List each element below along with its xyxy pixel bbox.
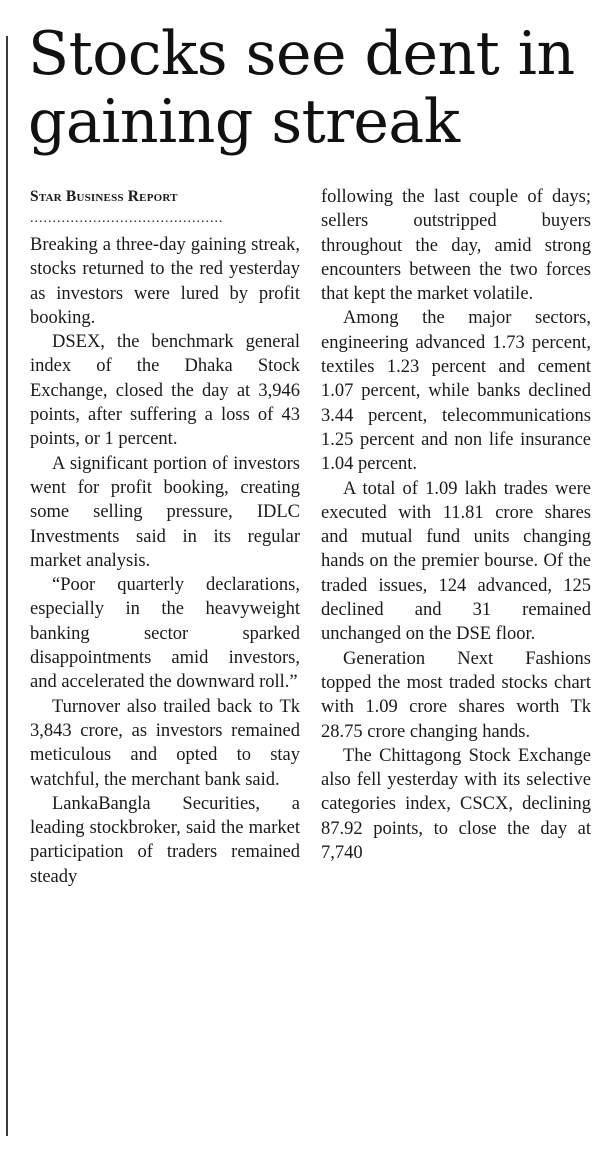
paragraph: Among the major sectors, engineering advanced 1.73 percent, textiles 1.23 percent and cement 1.07 percent, while banks declined 3.44 percent, telecommunications 1.25 percent and non life insurance 1.04 percent.: [321, 308, 591, 475]
paragraph: The Chittagong Stock Exchange also fell yesterday with its selective categories index, CSCX, declining 87.92 points, to close the day at 7,740: [321, 745, 591, 864]
paragraph: LankaBangla Securities, a leading stockbroker, said the market participation of traders remained steady: [30, 793, 300, 887]
paragraph: DSEX, the benchmark general index of the Dhaka Stock Exchange, closed the day at 3,946 points, after suffering a loss of 43 points, or 1 percent.: [30, 332, 300, 450]
paragraph: “Poor quarterly declarations, especially in the heavyweight banking sector sparked disappointments amid investors, and accelerated the downward roll.”: [30, 575, 300, 693]
paragraph: A significant portion of investors went for profit booking, creating some selling pressure, IDLC Investments said in its regular market analysis.: [30, 453, 300, 571]
paragraph: following the last couple of days; sellers outstripped buyers throughout the day, amid strong encounters between the two forces that kept the market volatile.: [321, 187, 591, 305]
headline: Stocks see dent in gaining streak: [28, 19, 575, 157]
byline-separator: ...........................................: [30, 211, 224, 226]
column-rule: [6, 36, 8, 1136]
article-column-left: [30, 185, 300, 889]
article-column-right: [321, 185, 591, 865]
paragraph: Breaking a three-day gaining streak, stocks returned to the red yesterday as investors were lured by profit booking.: [30, 235, 300, 328]
paragraph: A total of 1.09 lakh trades were executed with 11.81 crore shares and mutual fund units changing hands on the premier bourse. Of the traded issues, 124 advanced, 125 declined and 31 remained unchanged on the DSE floor.: [321, 478, 591, 645]
byline: Star Business Report: [30, 188, 178, 205]
paragraph: Turnover also trailed back to Tk 3,843 crore, as investors remained meticulous and opted to stay watchful, the merchant bank said.: [30, 696, 300, 790]
paragraph: Generation Next Fashions topped the most traded stocks chart with 1.09 crore shares worth Tk 28.75 crore changing hands.: [321, 648, 591, 742]
